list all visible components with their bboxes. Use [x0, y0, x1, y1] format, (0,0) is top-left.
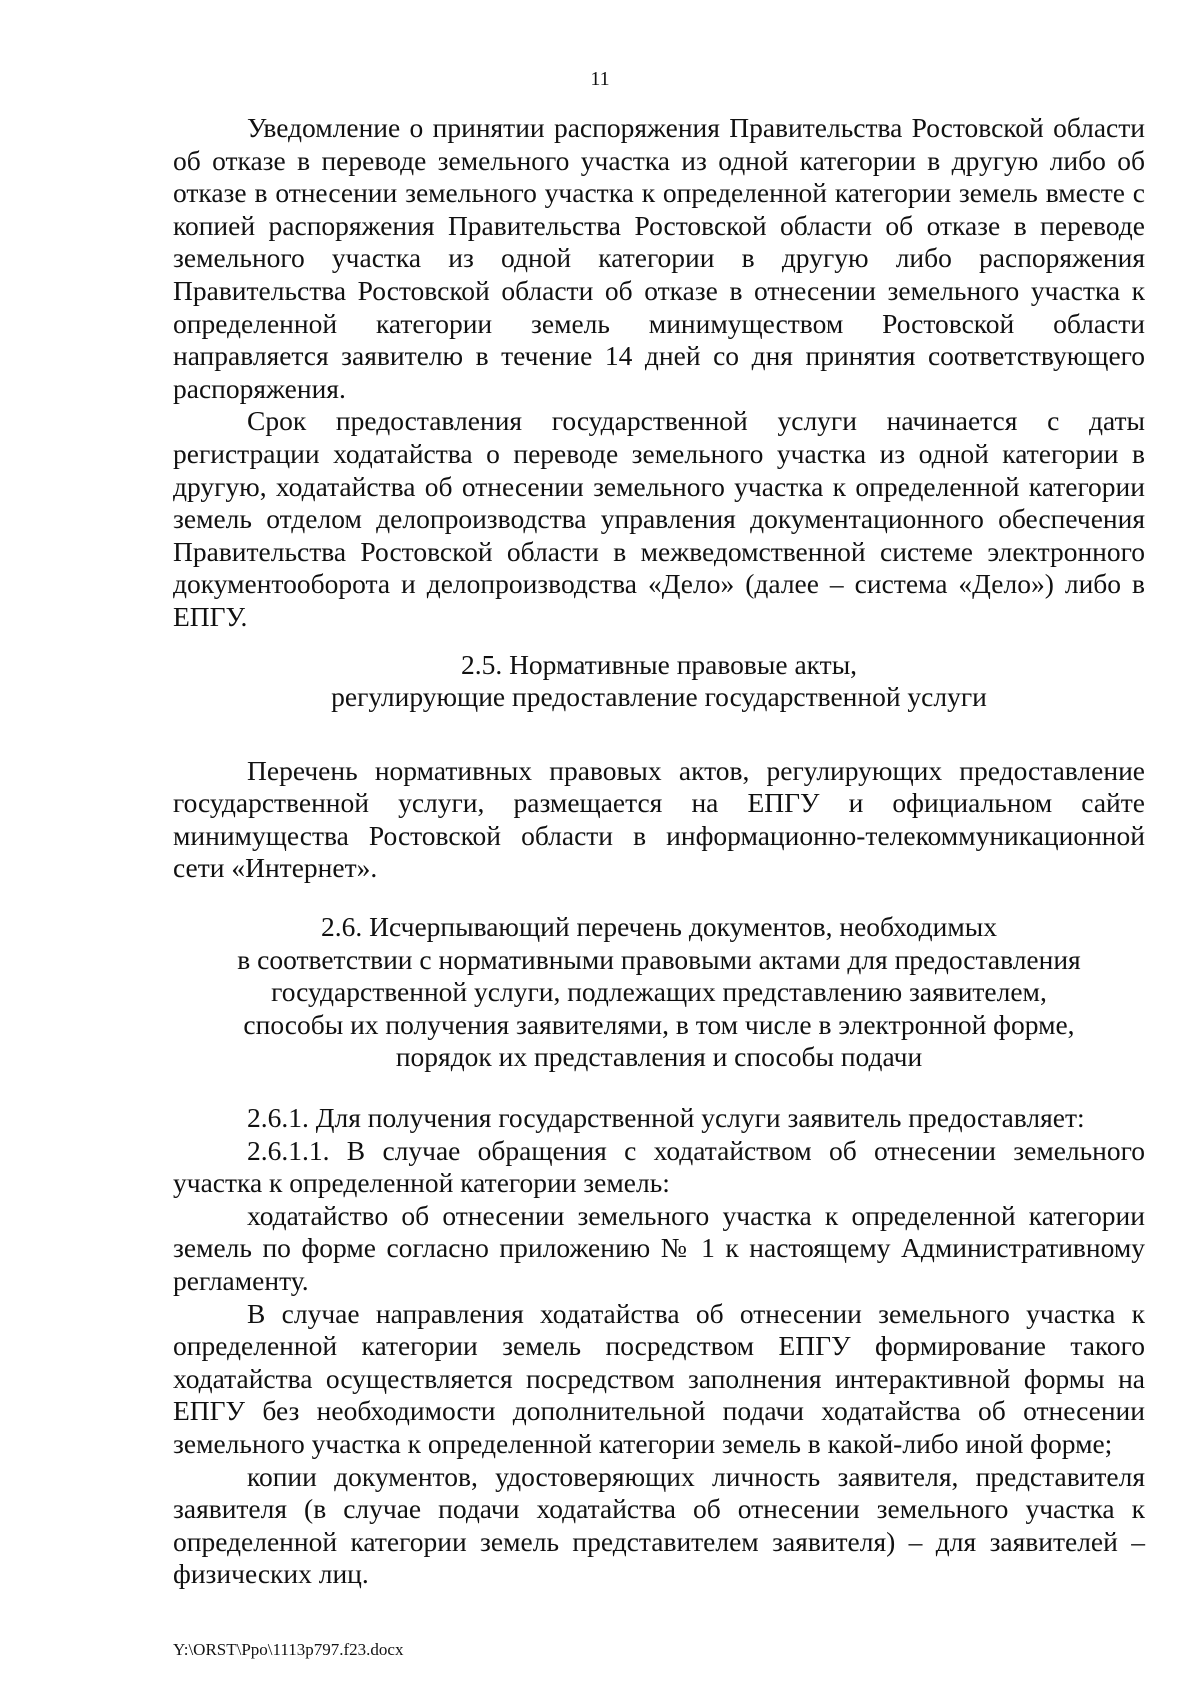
paragraph-2-6-1: 2.6.1. Для получения государственной услуги заявитель предоставляет: [247, 1102, 1085, 1134]
footer-file-path: Y:\ORST\Ppo\1113p797.f23.docx [173, 1640, 404, 1659]
section-2-6-heading-line: 2.6. Исчерпывающий перечень документов, необходимых [320, 911, 998, 943]
paragraph-2-6-1-1: 2.6.1.1. В случае обращения с ходатайством об отнесении земельного участка к определенной категории земель: [173, 1134, 1145, 1199]
paragraph-notification: Уведомление о принятии распоряжения Правительства Ростовской области об отказе в переводе земельного участка из одной категории в другую либо об отказе в отнесении земельного участка к определенной категории земель вместе с копией распоряжения Правительства Ростовской области об отказе в переводе земельного участка из одной категории в другую либо распоряжения Правительства Ростовской области об отказе в отнесении земельного участка к определенной категории земель минимуществом Ростовской области направляется заявителю в течение 14 дней со дня принятия соответствующего распоряжения. [173, 112, 1145, 404]
section-2-6-heading-line: государственной услуги, подлежащих представлению заявителем, [271, 976, 1047, 1008]
section-2-6-heading-line: в соответствии с нормативными правовыми актами для предоставления [237, 943, 1081, 975]
section-2-6-heading-line: порядок их представления и способы подачи [395, 1041, 923, 1073]
document-body [173, 112, 1145, 1591]
section-2-5-heading-line: 2.5. Нормативные правовые акты, [460, 648, 858, 680]
page-number: 11 [590, 68, 610, 90]
section-2-5-heading-line: регулирующие предоставление государственной услуги [331, 681, 987, 713]
paragraph-identity-documents: копии документов, удостоверяющих личность заявителя, представителя заявителя (в случае подачи ходатайства об отнесении земельного участка к определенной категории земель представителем заявителя) – для заявителей – физических лиц. [173, 1460, 1145, 1590]
paragraph-legal-acts: Перечень нормативных правовых актов, регулирующих предоставление государственной услуги, размещается на ЕПГУ и официальном сайте минимущества Ростовской области в информационно-телекоммуникационной сети «Интернет». [173, 754, 1145, 884]
section-2-6-heading-line: способы их получения заявителями, в том числе в электронной форме, [243, 1008, 1075, 1040]
paragraph-epgu-submission: В случае направления ходатайства об отнесении земельного участка к определенной категории земель посредством ЕПГУ формирование такого ходатайства осуществляется посредством заполнения интерактивной формы на ЕПГУ без необходимости дополнительной подачи ходатайства об отнесении земельного участка к определенной категории земель в какой-либо иной форме; [173, 1297, 1145, 1459]
section-2-5-heading [173, 649, 1145, 714]
section-2-6-heading [173, 911, 1145, 1074]
paragraph-service-term: Срок предоставления государственной услуги начинается с даты регистрации ходатайства о переводе земельного участка из одной категории в другую, ходатайства об отнесении земельного участка к определенной категории земель отделом делопроизводства управления документационного обеспечения Правительства Ростовской области в межведомственной системе электронного документооборота и делопроизводства «Дело» (далее – система «Дело») либо в ЕПГУ. [173, 405, 1145, 632]
paragraph-petition-form: ходатайство об отнесении земельного участка к определенной категории земель по форме согласно приложению № 1 к настоящему Административному регламенту. [173, 1199, 1145, 1296]
